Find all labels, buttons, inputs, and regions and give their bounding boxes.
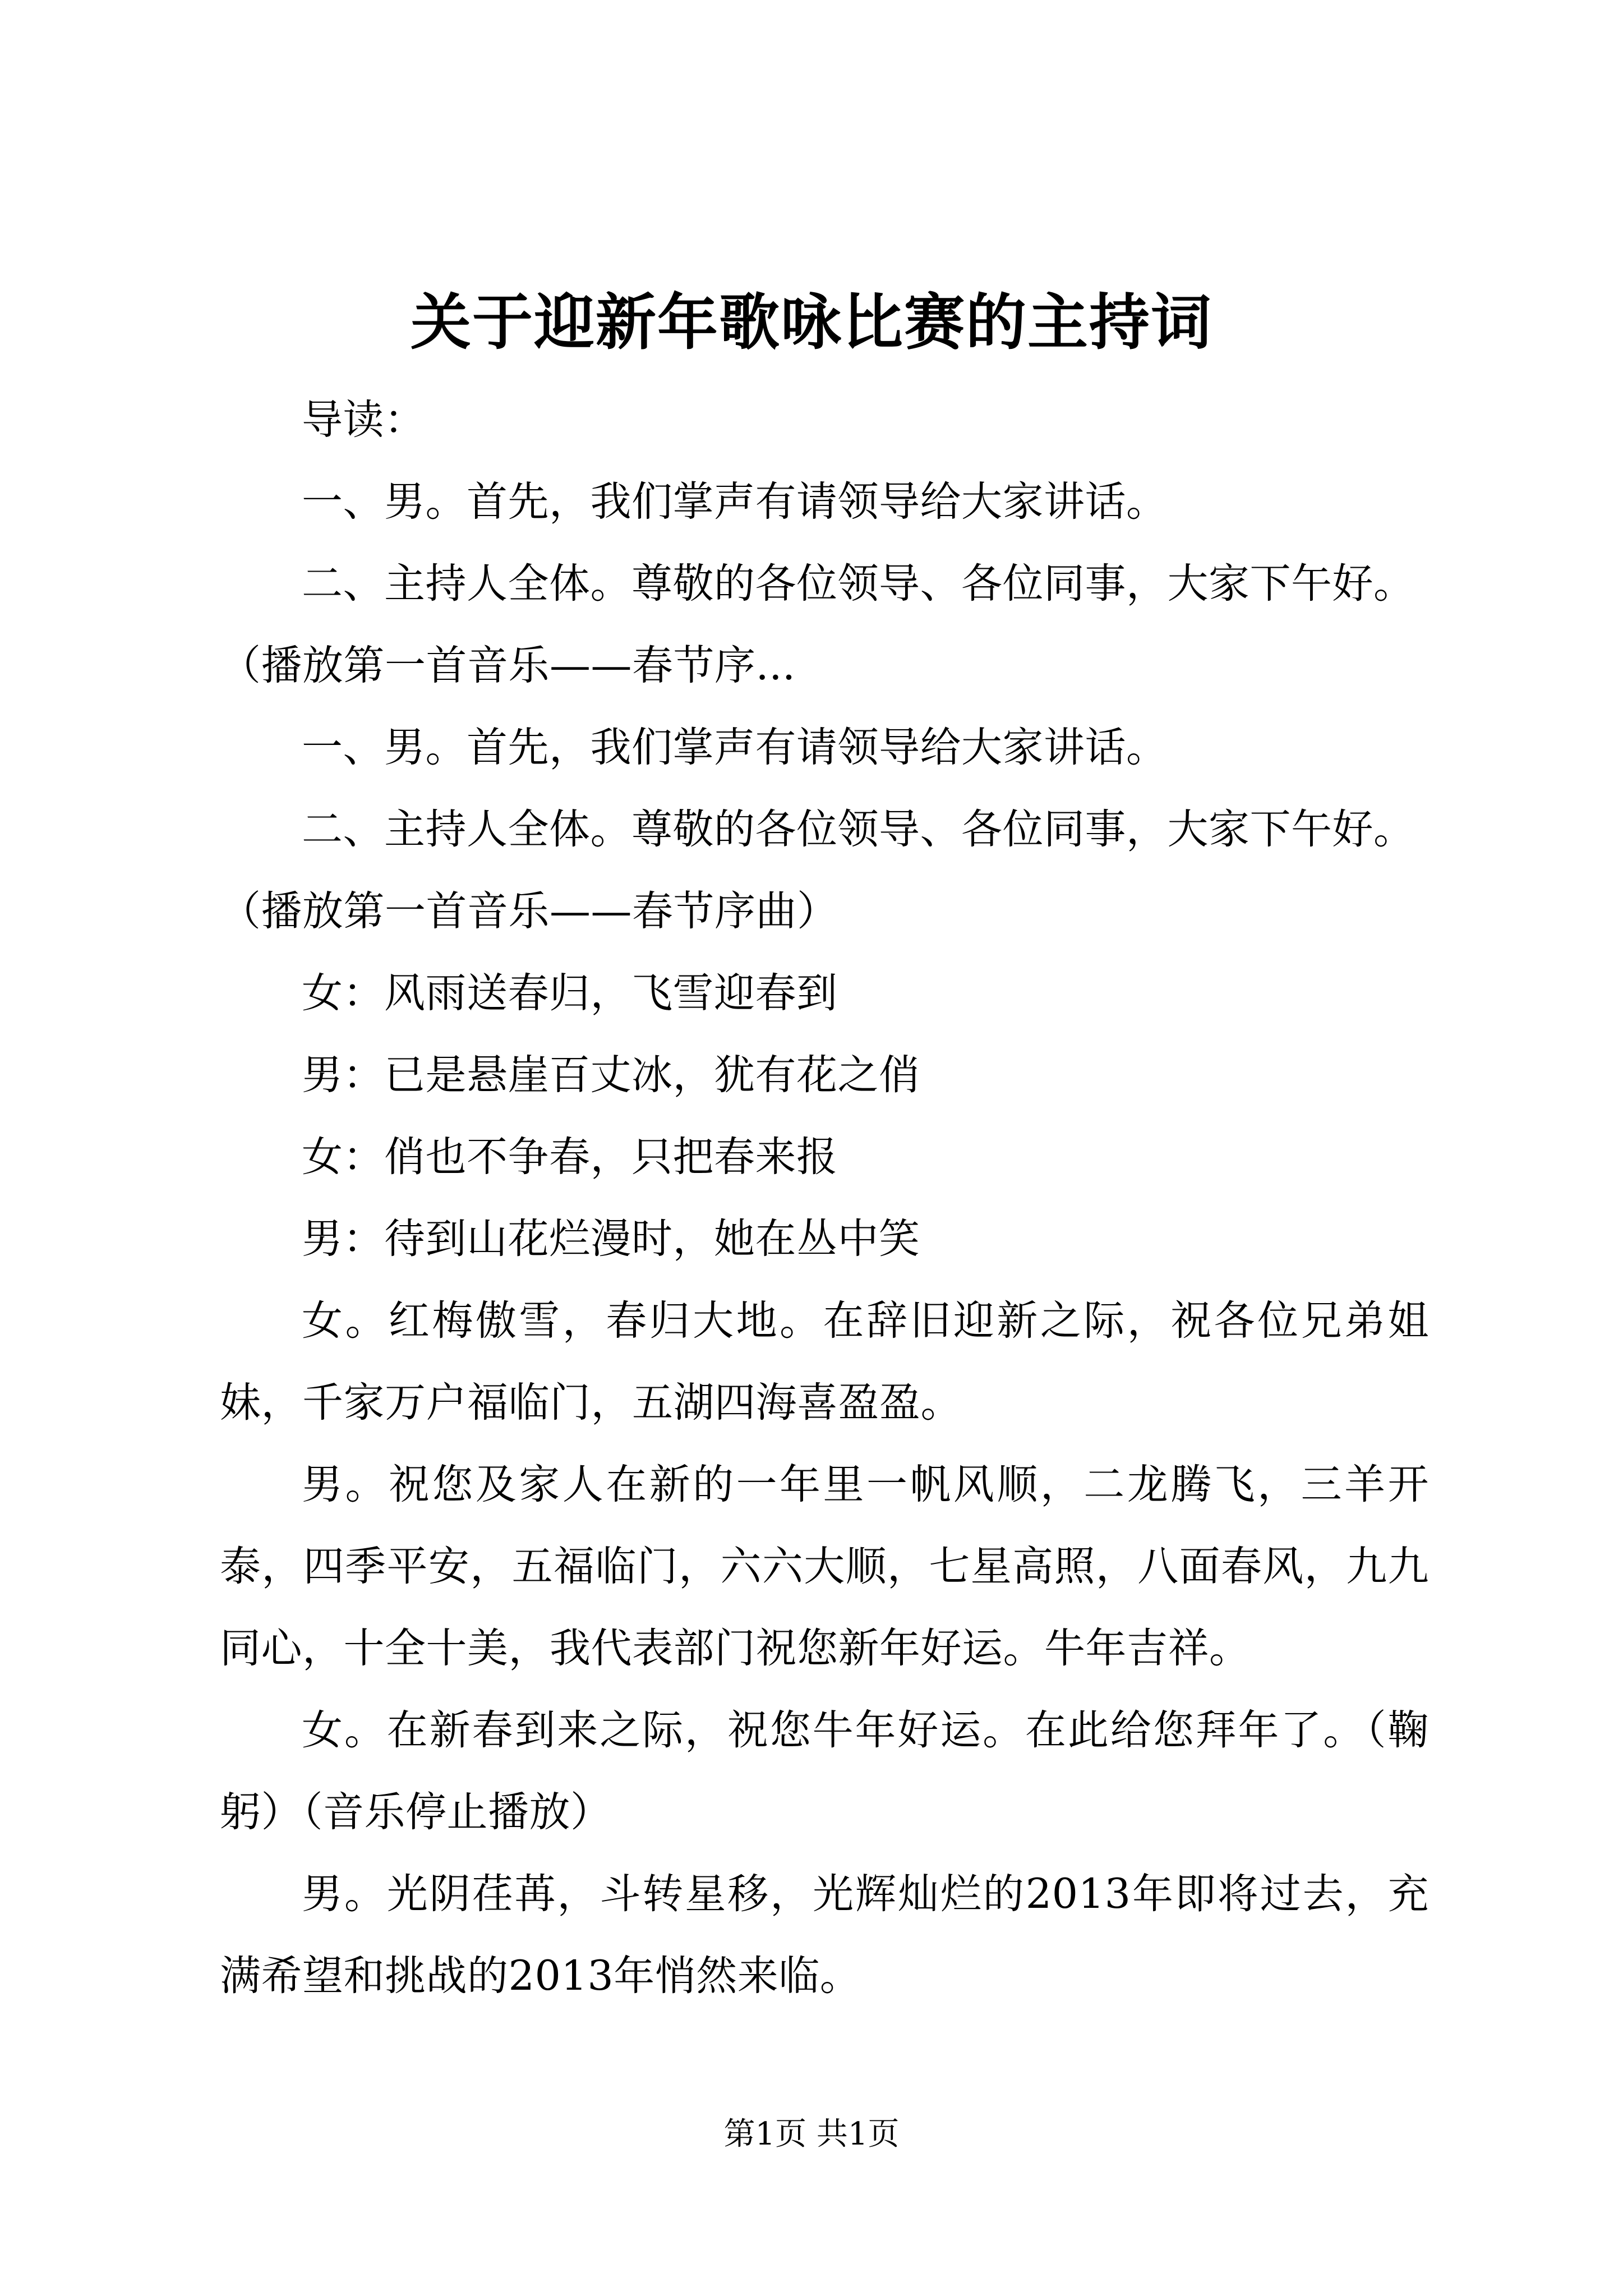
document-body (220, 379, 1429, 2017)
page-title: 关于迎新年歌咏比赛的主持词 (410, 287, 1212, 358)
paragraph: 男。祝您及家人在新的一年里一帆风顺，二龙腾飞，三羊开泰，四季平安，五福临门，六六大顺，七星高照，八面春风，九九同心，十全十美，我代表部门祝您新年好运。牛年吉祥。 (220, 1461, 1429, 1672)
paragraph: （播放第一首音乐——春节序... (220, 642, 796, 689)
paragraph: 男：已是悬崖百丈冰，犹有花之俏 (302, 1051, 920, 1099)
paragraph: 女：风雨送春归，飞雪迎春到 (302, 969, 838, 1017)
paragraph: 女。红梅傲雪，春归大地。在辞旧迎新之际，祝各位兄弟姐妹，千家万户福临门，五湖四海喜盈盈。 (220, 1297, 1429, 1427)
paragraph: 男：待到山花烂漫时，她在丛中笑 (302, 1215, 920, 1263)
paragraph: 一、男。首先，我们掌声有请领导给大家讲话。 (302, 724, 1168, 771)
paragraph: 二、主持人全体。尊敬的各位领导、各位同事，大家下午好。 (302, 806, 1415, 853)
paragraph: 女。在新春到来之际，祝您牛年好运。在此给您拜年了。（鞠躬）（音乐停止播放） (220, 1706, 1429, 1836)
page-footer: 第1页 共1页 (723, 2116, 900, 2152)
paragraph: 男。光阴荏苒，斗转星移，光辉灿烂的2013年即将过去，充满希望和挑战的2013年悄然来临。 (220, 1870, 1429, 2000)
paragraph: 女：俏也不争春，只把春来报 (302, 1133, 838, 1181)
paragraph-intro: 导读： (302, 396, 426, 444)
paragraph: 二、主持人全体。尊敬的各位领导、各位同事，大家下午好。 (302, 560, 1415, 608)
paragraph: 一、男。首先，我们掌声有请领导给大家讲话。 (302, 478, 1168, 526)
paragraph: （播放第一首音乐——春节序曲） (220, 887, 838, 935)
